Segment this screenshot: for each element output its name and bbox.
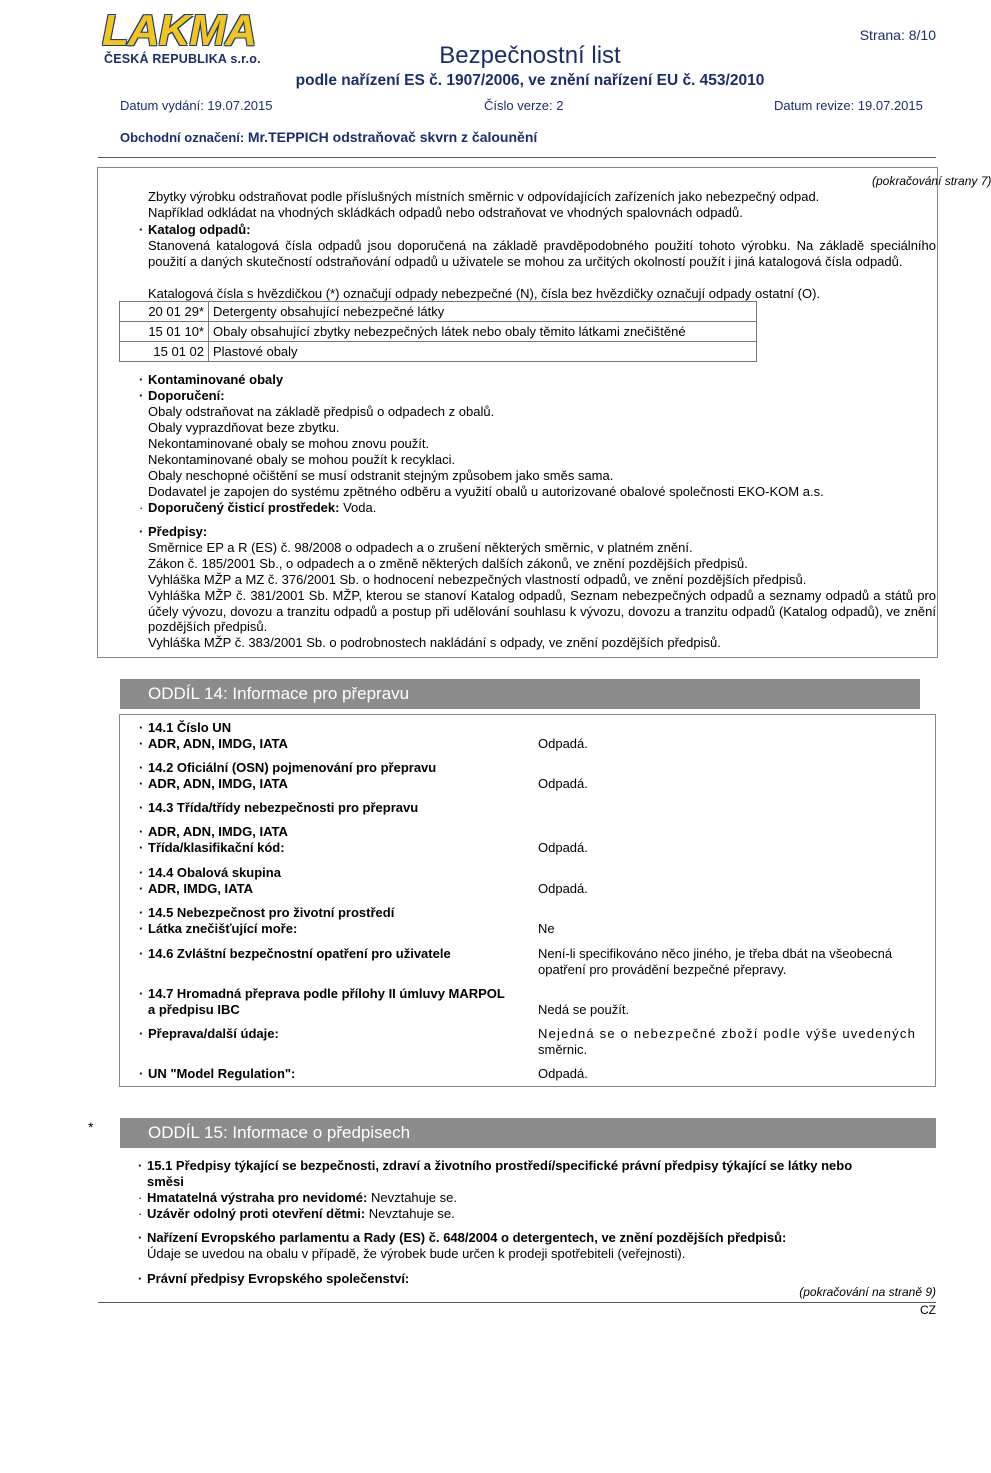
revision-star: * [88,1119,94,1135]
regs-heading: · Předpisy: [148,524,207,540]
regs-line: Směrnice EP a R (ES) č. 98/2008 o odpadech a o zrušení některých směrnic, v platném znění. [148,540,693,555]
regs-paragraph: Vyhláška MŽP č. 381/2001 Sb. MŽP, kterou se stanoví Katalog odpadů, Seznam nebezpečných odpadů a seznamy odpadů a států pro účely vývozu, dovozu a tranzitu odpadů a postup při udělování souhlasu k vývozu, dovozu a tranzitu odpadů (Katalog odpadů), ve znění pozdějších předpisů. [148,588,936,634]
catalog-heading: · Katalog odpadů: [148,222,251,238]
transport-label: · Přeprava/další údaje: [148,1026,279,1042]
trade-label: Obchodní označení: [120,130,248,145]
disposal-line-2: Například odkládat na vhodných skládkách odpadů nebo odstraňovat ve vhodných spalovnách odpadů. [148,205,743,220]
catalog-star-note: Katalogová čísla s hvězdičkou (*) označují odpady nebezpečné (N), čísla bez hvězdičky označují odpady ostatní (O). [148,286,821,301]
tactile-warning [147,1190,457,1206]
detergent-text: Údaje se uvedou na obalu v případě, že výrobek bude určen k prodeji spotřebiteli (veřejnosti). [147,1246,686,1261]
child-label: Uzávěr odolný proti otevření dětmi: [147,1206,366,1221]
waste-desc: Plastové obaly [209,342,757,362]
recommend-line: Dodavatel je zapojen do systému zpětného odběru a využití obalů u autorizované obalové společnosti EKO-KOM a.s. [148,484,824,499]
transport-label: · 14.4 Obalová skupina [148,865,281,881]
company-logo [100,8,270,68]
transport-value: Ne [538,921,555,936]
transport-label: · UN "Model Regulation": [148,1066,295,1082]
eu-legislation: · Právní předpisy Evropského společenství: [147,1271,409,1287]
cleaner-line [148,500,376,516]
waste-code: 20 01 29* [120,302,209,322]
regs-line: Vyhláška MŽP a MZ č. 376/2001 Sb. o hodnocení nebezpečných vlastností odpadů, ve znění pozdějších předpisů. [148,572,807,587]
page-number: Strana: 8/10 [859,27,936,43]
transport-value: Není-li specifikováno něco jiného, je třeba dbát na všeobecná [538,946,893,961]
table-row [120,302,757,322]
catalog-paragraph: Stanovená katalogová čísla odpadů jsou doporučená na základě pravděpodobného použití tohoto výrobku. Na základě speciálního použití a daných skutečností odstraňování odpadů u uživatele se mohou za určitých okolností použít i jiná katalogová čísla odpadů. [148,238,936,269]
section13-box [97,167,991,658]
transport-label: · 14.2 Oficiální (OSN) pojmenování pro přepravu [148,760,436,776]
transport-label: · Látka znečišťující moře: [148,921,297,937]
regs-last-line: Vyhláška MŽP č. 383/2001 Sb. o podrobnostech nakládání s odpady, ve znění pozdějších předpisů. [148,635,721,650]
recommend-heading: · Doporučení: [148,388,225,404]
recommend-line: Obaly neschopné očištění se musí odstranit stejným způsobem jako směs sama. [148,468,614,483]
waste-code: 15 01 02 [120,342,209,362]
transport-value: Odpadá. [538,840,588,855]
transport-value: Odpadá. [538,881,588,896]
revision-date: Datum revize: 19.07.2015 [774,98,923,113]
transport-label: · Třída/klasifikační kód: [148,840,285,856]
waste-code: 15 01 10* [120,322,209,342]
transport-label: · ADR, ADN, IMDG, IATA [148,824,288,840]
waste-desc: Detergenty obsahující nebezpečné látky [209,302,757,322]
section14-title: ODDÍL 14: Informace pro přepravu [120,679,920,709]
disposal-line-1: Zbytky výrobku odstraňovat podle příslušných místních směrnic v odpovídajících zařízeních jako nebezpečný odpad. [148,189,820,204]
language-code: CZ [920,1303,936,1317]
tactile-value: Nevztahuje se. [367,1190,457,1205]
transport-label: · 14.3 Třída/třídy nebezpečnosti pro přepravu [148,800,418,816]
transport-label: a předpisu IBC [148,1002,240,1017]
tactile-label: Hmatatelná výstraha pro nevidomé: [147,1190,368,1205]
table-row [120,322,757,342]
child-value: Nevztahuje se. [365,1206,455,1221]
cleaner-value: Voda. [339,500,377,515]
waste-catalog-table [119,301,757,362]
logo-main-text: LAKMA [102,6,256,55]
transport-value: Odpadá. [538,1066,588,1081]
reg-151-line2: směsi [147,1174,184,1189]
transport-value: opatření pro provádění bezpečné přepravy. [538,962,787,977]
footer-divider [98,1302,936,1303]
document-title: Bezpečnostní list [439,42,621,69]
continued-to: (pokračování na straně 9) [799,1285,936,1299]
waste-desc: Obaly obsahující zbytky nebezpečných látek nebo obaly těmito látkami znečištěné [209,322,757,342]
child-closure [147,1206,455,1222]
issue-date: Datum vydání: 19.07.2015 [120,98,273,113]
transport-label: · 14.1 Číslo UN [148,720,231,736]
version-number: Číslo verze: 2 [484,98,564,113]
document-subtitle: podle nařízení ES č. 1907/2006, ve znění nařízení EU č. 453/2010 [295,72,765,89]
continued-from: (pokračování strany 7) [872,174,991,188]
section15-title: ODDÍL 15: Informace o předpisech [120,1118,936,1148]
table-row [120,342,757,362]
trade-name [120,130,537,146]
transport-value: směrnic. [538,1042,588,1057]
recommend-line: Nekontaminované obaly se mohou použít k recyklaci. [148,452,456,467]
recommend-line: Obaly odstraňovat na základě předpisů o odpadech z obalů. [148,404,495,419]
cleaner-label: Doporučený čisticí prostředek: [148,500,340,515]
transport-value: Nedá se použít. [538,1002,630,1017]
reg-151-line1: · 15.1 Předpisy týkající se bezpečnosti, zdraví a životního prostředí/specifické právní předpisy týkající se látky nebo [147,1158,852,1174]
trade-value: Mr.TEPPICH odstraňovač skvrn z čalounění [247,129,538,145]
contaminated-heading: · Kontaminované obaly [148,372,283,388]
detergent-regulation: · Nařízení Evropského parlamentu a Rady (ES) č. 648/2004 o detergentech, ve znění pozdějších předpisů: [147,1230,786,1246]
transport-label: · ADR, ADN, IMDG, IATA [148,776,288,792]
transport-label: · 14.7 Hromadná přeprava podle přílohy II úmluvy MARPOL [148,986,505,1002]
transport-label: · 14.6 Zvláštní bezpečnostní opatření pro uživatele [148,946,451,962]
transport-value: Nejedná se o nebezpečné zboží podle výše uvedených [538,1026,916,1041]
header-divider [98,157,936,158]
section14-box [119,714,936,1087]
transport-label: · ADR, IMDG, IATA [148,881,253,897]
transport-value: Odpadá. [538,776,588,791]
recommend-line: Obaly vyprazdňovat beze zbytku. [148,420,340,435]
transport-label: · 14.5 Nebezpečnost pro životní prostředí [148,905,394,921]
transport-value: Odpadá. [538,736,588,751]
logo-sub-text: ČESKÁ REPUBLIKA s.r.o. [104,52,261,66]
recommend-line: Nekontaminované obaly se mohou znovu použít. [148,436,430,451]
regs-line: Zákon č. 185/2001 Sb., o odpadech a o změně některých dalších zákonů, ve znění pozdějších předpisů. [148,556,748,571]
transport-label: · ADR, ADN, IMDG, IATA [148,736,288,752]
